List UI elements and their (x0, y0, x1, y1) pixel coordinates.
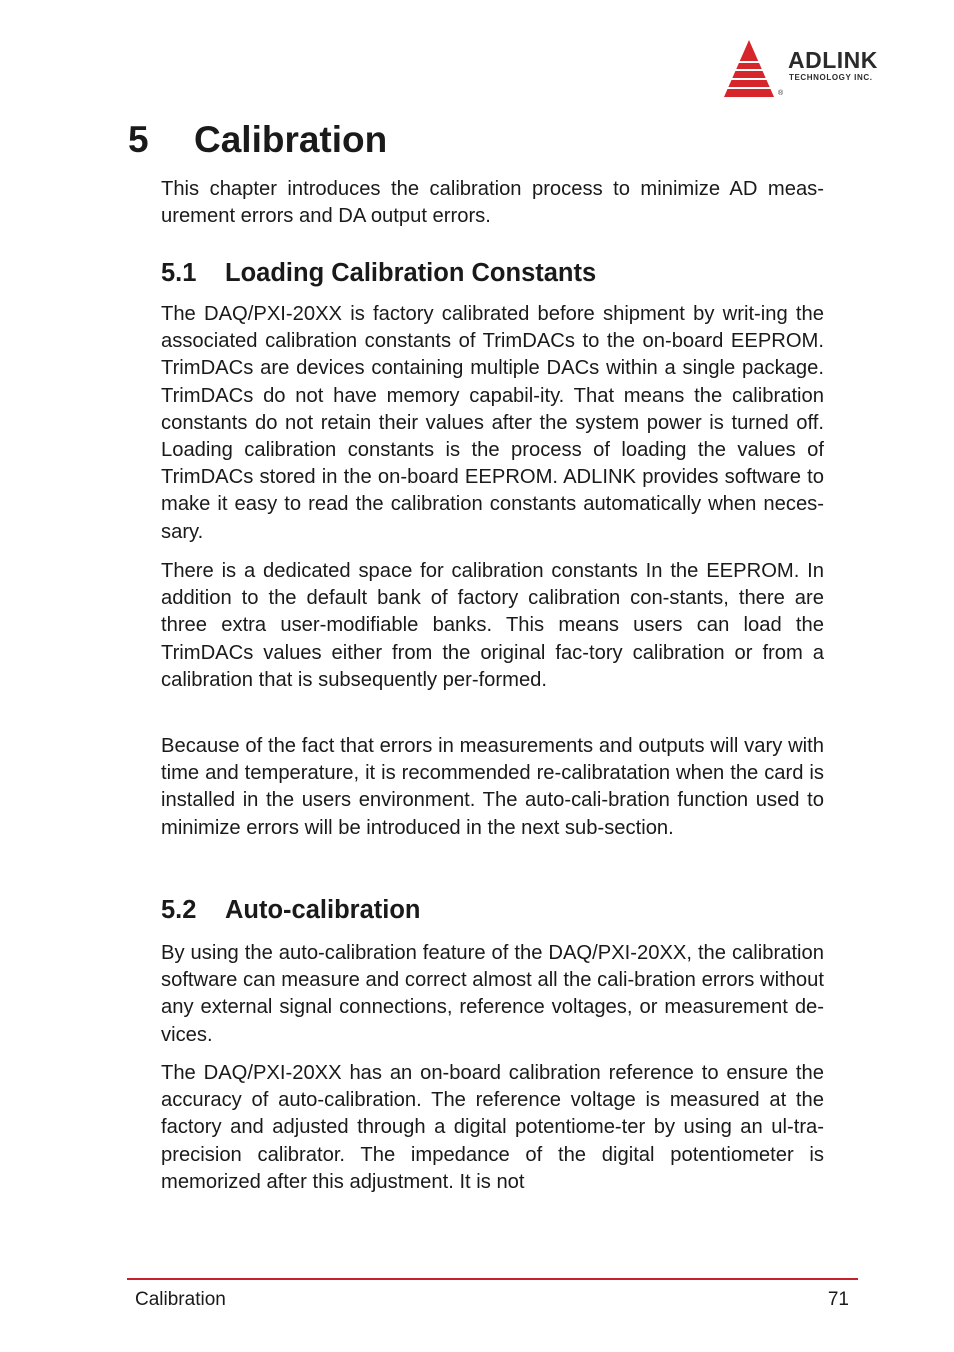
chapter-intro: This chapter introduces the calibration process to minimize AD meas-urement errors and DA output errors. (161, 178, 824, 228)
section-title: Loading Calibration Constants (225, 259, 597, 287)
page-number: 71 (827, 1289, 849, 1310)
paragraph: The DAQ/PXI-20XX is factory calibrated before shipment by writ-ing the associated calibration constants of TrimDACs to the on-board EEPROM. TrimDACs are devices containing multiple DACs within a single package. TrimDACs do not have memory capabil-ity. That means the calibration constants do not retain their values after the system power is turned off. Loading calibration constants is the process of loading the values of TrimDACs stored in the on-board EEPROM. ADLINK provides software to make it easy to read the calibration constants automatically when neces-sary. (161, 303, 824, 543)
footer-rule (127, 1278, 858, 1280)
registered-mark: ® (778, 90, 784, 97)
chapter-title: Calibration (194, 119, 388, 160)
chapter-number: 5 (128, 119, 149, 160)
section-number: 5.2 (161, 896, 197, 924)
paragraph: By using the auto-calibration feature of the DAQ/PXI-20XX, the calibration software can measure and correct almost all the cali-bration errors without any external signal connections, reference voltages, or measurement de-vices. (161, 942, 824, 1046)
chapter-heading (128, 118, 387, 162)
paragraph: Because of the fact that errors in measurements and outputs will vary with time and temperature, it is recommended re-calibratation when the card is installed in the users environment. The auto-cali-bration function used to minimize errors will be introduced in the next sub-section. (161, 735, 824, 839)
paragraph: There is a dedicated space for calibration constants In the EEPROM. In addition to the default bank of factory calibration con-stants, there are three extra user-modifiable banks. This means users can load the TrimDACs values either from the original fac-tory calibration or from a calibration that is subsequently per-formed. (161, 560, 824, 691)
section-heading-5-1 (161, 257, 596, 289)
section-heading-5-2 (161, 894, 421, 926)
adlink-logo (722, 40, 912, 100)
section-number: 5.1 (161, 259, 197, 287)
logo-tagline: TECHNOLOGY INC. (789, 73, 873, 82)
triangle-logo-icon (722, 40, 784, 100)
paragraph: The DAQ/PXI-20XX has an on-board calibration reference to ensure the accuracy of auto-calibration. The reference voltage is measured at the factory and adjusted through a digital potentiome-ter by using an ul-tra-precision calibrator. The impedance of the digital potentiometer is memorized after this adjustment. It is not (161, 1062, 824, 1193)
footer-chapter-label: Calibration (135, 1289, 226, 1310)
logo-brand-text: ADLINK (788, 47, 878, 73)
section-title: Auto-calibration (225, 896, 421, 924)
